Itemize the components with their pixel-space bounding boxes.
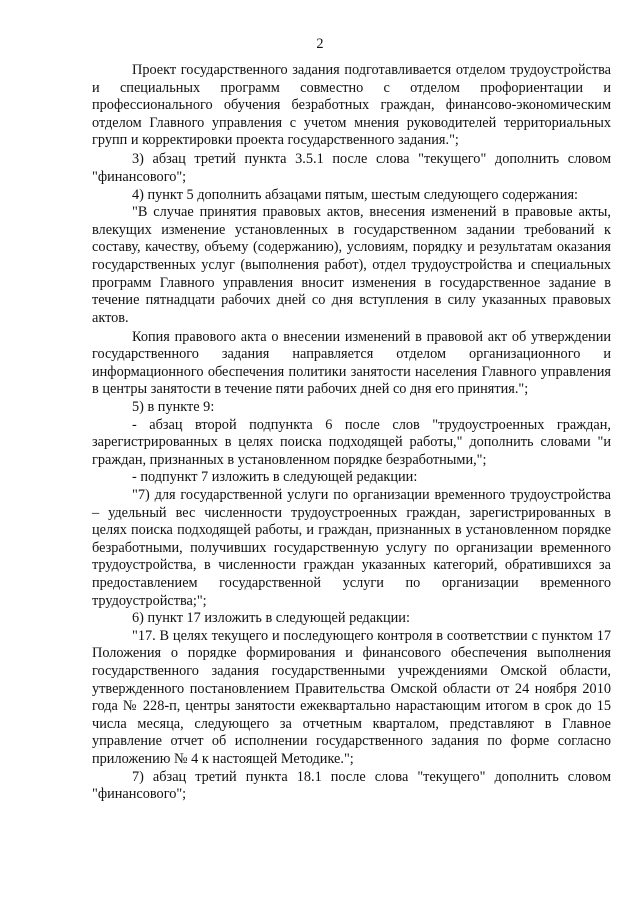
paragraph-amendment-6: 6) пункт 17 изложить в следующей редакции: <box>132 610 410 627</box>
paragraph-legal-acts-changes: "В случае принятия правовых актов, внесения изменений в правовые акты, влекущих изменение установленных в государственном задании требований к составу, качеству, объему (содержанию), условиям, порядку и результатам оказания государственных услуг (выполнения работ), отдел трудоустройства и специальных программ Главного управления вносит изменения в государственное задание в течение пятнадцати рабочих дней со дня вступления в силу указанных правовых актов. <box>92 204 611 326</box>
paragraph-subpoint-7-intro: - подпункт 7 изложить в следующей редакции: <box>132 469 418 486</box>
paragraph-project-preparation: Проект государственного задания подготавливается отделом трудоустройства и специальных программ совместно с отделом профориентации и профессионального обучения безработных граждан, финансово-экономическим отделом Главного управления с учетом мнения руководителей территориальных групп и корректировки проекта государственного задания."; <box>92 62 611 149</box>
paragraph-subpoint-6: - абзац второй подпункта 6 после слов "трудоустроенных граждан, зарегистрированных в целях поиска подходящей работы," дополнить словами "и граждан, признанных в установленном порядке безработными,"; <box>92 416 611 468</box>
paragraph-amendment-4: 4) пункт 5 дополнить абзацами пятым, шестым следующего содержания: <box>132 186 578 203</box>
paragraph-amendment-5: 5) в пункте 9: <box>132 399 215 416</box>
paragraph-copy-of-act: Копия правового акта о внесении изменений в правовой акт об утверждении государственного задания направляется отделом организационного и информационного обеспечения политики занятости населения Главного управления в центры занятости в течение пяти рабочих дней со дня его принятия."; <box>92 328 611 398</box>
document-body <box>92 62 611 804</box>
paragraph-subpoint-7-text: "7) для государственной услуги по организации временного трудоустройства – удельный вес численности трудоустроенных граждан, зарегистрированных в целях поиска подходящей работы, и граждан, признанных в установленном порядке безработными, получивших государственную услугу по организации временного трудоустройства, в численности граждан указанных категорий, обратившихся за предоставлением государственной услуги по организации временного трудоустройства;"; <box>92 487 611 609</box>
paragraph-amendment-3: 3) абзац третий пункта 3.5.1 после слова "текущего" дополнить словом "финансового"; <box>92 151 611 185</box>
page-number: 2 <box>316 36 324 52</box>
paragraph-amendment-7: 7) абзац третий пункта 18.1 после слова "текущего" дополнить словом "финансового"; <box>92 768 611 803</box>
paragraph-point-17-text: "17. В целях текущего и последующего контроля в соответствии с пунктом 17 Положения о порядке формирования и финансового обеспечения выполнения государственного задания государственными учреждениями Омской области, утвержденного постановлением Правительства Омской области от 24 ноября 2010 года № 228-п, центры занятости ежеквартально нарастающим итогом в срок до 15 числа месяца, следующего за отчетным кварталом, представляют в Главное управление отчет об исполнении государственного задания по форме согласно приложению № 4 к настоящей Методике."; <box>92 627 611 767</box>
